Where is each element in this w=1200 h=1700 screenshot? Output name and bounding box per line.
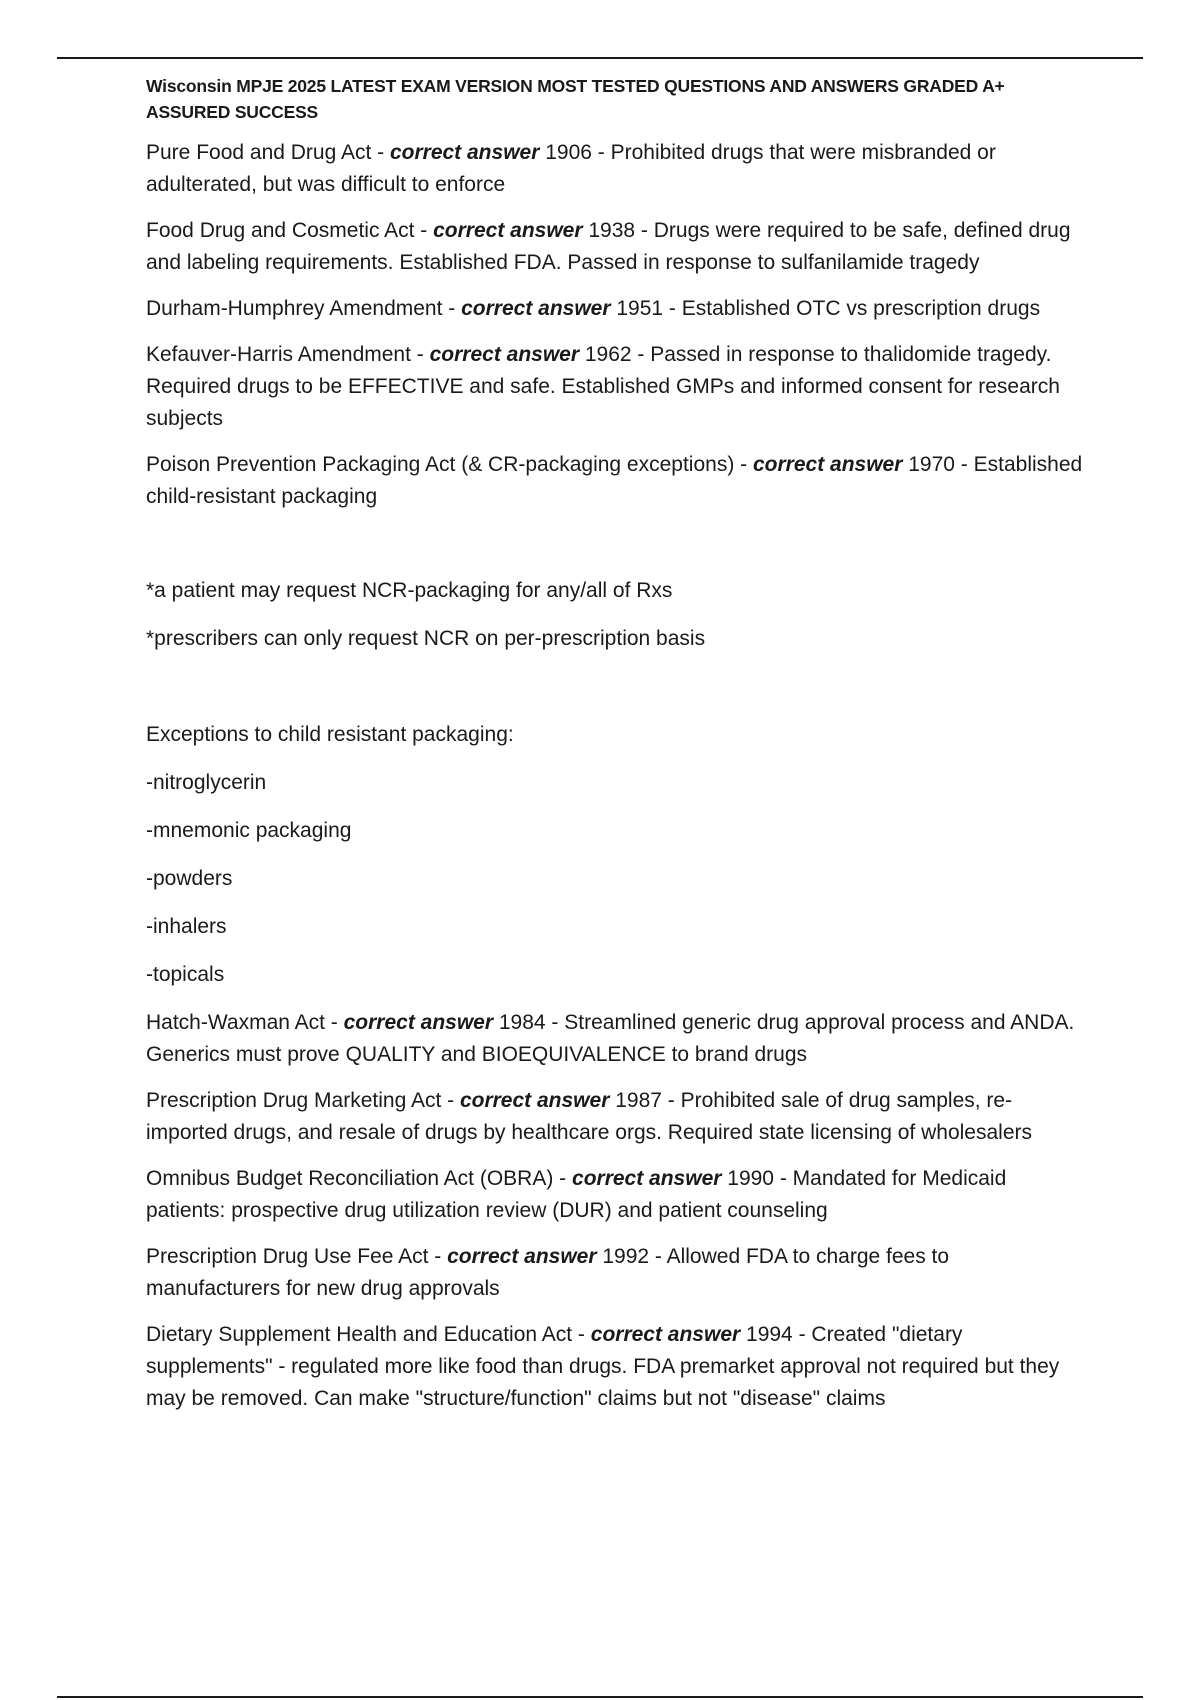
entry-term: Omnibus Budget Reconciliation Act (OBRA) - <box>146 1167 573 1190</box>
correct-answer-label: correct answer <box>461 297 611 320</box>
entry-answer: 1962 - Passed in response to thalidomide tragedy. Required drugs to be EFFECTIVE and safe. Established GMPs and informed consent for research subjects <box>146 343 1060 430</box>
correct-answer-label: correct answer <box>343 1011 494 1034</box>
entry-term: Pure Food and Drug Act - <box>146 141 390 164</box>
entry-fdc-act <box>146 215 1086 279</box>
exception-item: -topicals <box>146 963 225 986</box>
entry-answer: 1938 - Drugs were required to be safe, defined drug and labeling requirements. Established FDA. Passed in response to sulfanilamide tragedy <box>146 219 1071 274</box>
correct-answer-label: correct answer <box>459 1089 610 1112</box>
entry-obra <box>146 1163 1086 1227</box>
correct-answer-label: correct answer <box>752 453 903 476</box>
entry-kefauver-harris <box>146 339 1086 435</box>
entry-pdma <box>146 1085 1086 1149</box>
top-rule <box>57 57 1143 59</box>
entry-answer: 1990 - Mandated for Medicaid patients: prospective drug utilization review (DUR) and patient counseling <box>146 1167 1007 1222</box>
exception-item: -mnemonic packaging <box>146 819 352 842</box>
entry-term: Dietary Supplement Health and Education Act - <box>146 1323 591 1346</box>
entry-poison-prevention <box>146 449 1086 513</box>
entry-term: Kefauver-Harris Amendment - <box>146 343 430 366</box>
spacer <box>146 671 1086 719</box>
exception-item: -nitroglycerin <box>146 771 267 794</box>
entry-dshea <box>146 1319 1086 1415</box>
entry-hatch-waxman <box>146 1007 1086 1071</box>
entry-answer: 1992 - Allowed FDA to charge fees to manufacturers for new drug approvals <box>146 1245 950 1300</box>
entry-term: Prescription Drug Use Fee Act - <box>146 1245 448 1268</box>
entry-term: Durham-Humphrey Amendment - <box>146 297 462 320</box>
correct-answer-label: correct answer <box>572 1167 722 1190</box>
entry-answer: 1970 - Established child-resistant packaging <box>146 453 1083 508</box>
spacer <box>146 527 1086 575</box>
entry-answer: 1994 - Created "dietary supplements" - regulated more like food than drugs. FDA premarket approval not required but they may be removed. Can make "structure/function" claims but not "disease" claims <box>146 1323 1060 1410</box>
entry-term: Food Drug and Cosmetic Act - <box>146 219 434 242</box>
document-title: Wisconsin MPJE 2025 LATEST EXAM VERSION MOST TESTED QUESTIONS AND ANSWERS GRADED A+ ASSURED SUCCESS <box>146 76 1005 122</box>
entry-pure-food-drug-act <box>146 137 1086 201</box>
exception-item: -inhalers <box>146 915 227 938</box>
correct-answer-label: correct answer <box>433 219 583 242</box>
entry-term: Prescription Drug Marketing Act - <box>146 1089 460 1112</box>
correct-answer-label: correct answer <box>447 1245 597 1268</box>
ncr-note: *a patient may request NCR-packaging for any/all of Rxs <box>146 579 673 602</box>
correct-answer-label: correct answer <box>590 1323 741 1346</box>
entry-pdufa <box>146 1241 1086 1305</box>
exception-item: -powders <box>146 867 233 890</box>
entry-answer: 1987 - Prohibited sale of drug samples, re-imported drugs, and resale of drugs by healthcare orgs. Required state licensing of wholesalers <box>146 1089 1032 1144</box>
ncr-note: *prescribers can only request NCR on per-prescription basis <box>146 627 706 650</box>
entry-term: Poison Prevention Packaging Act (& CR-packaging exceptions) - <box>146 453 753 476</box>
entry-answer: 1951 - Established OTC vs prescription drugs <box>610 297 1041 320</box>
exceptions-heading: Exceptions to child resistant packaging: <box>146 723 514 746</box>
entry-answer: 1906 - Prohibited drugs that were misbranded or adulterated, but was difficult to enforce <box>146 141 996 196</box>
bottom-rule <box>57 1696 1143 1698</box>
entry-term: Hatch-Waxman Act - <box>146 1011 344 1034</box>
correct-answer-label: correct answer <box>429 343 580 366</box>
document-body <box>146 73 1086 1429</box>
entry-durham-humphrey <box>146 293 1086 325</box>
entry-answer: 1984 - Streamlined generic drug approval process and ANDA. Generics must prove QUALITY and BIOEQUIVALENCE to brand drugs <box>146 1011 1075 1066</box>
correct-answer-label: correct answer <box>389 141 540 164</box>
